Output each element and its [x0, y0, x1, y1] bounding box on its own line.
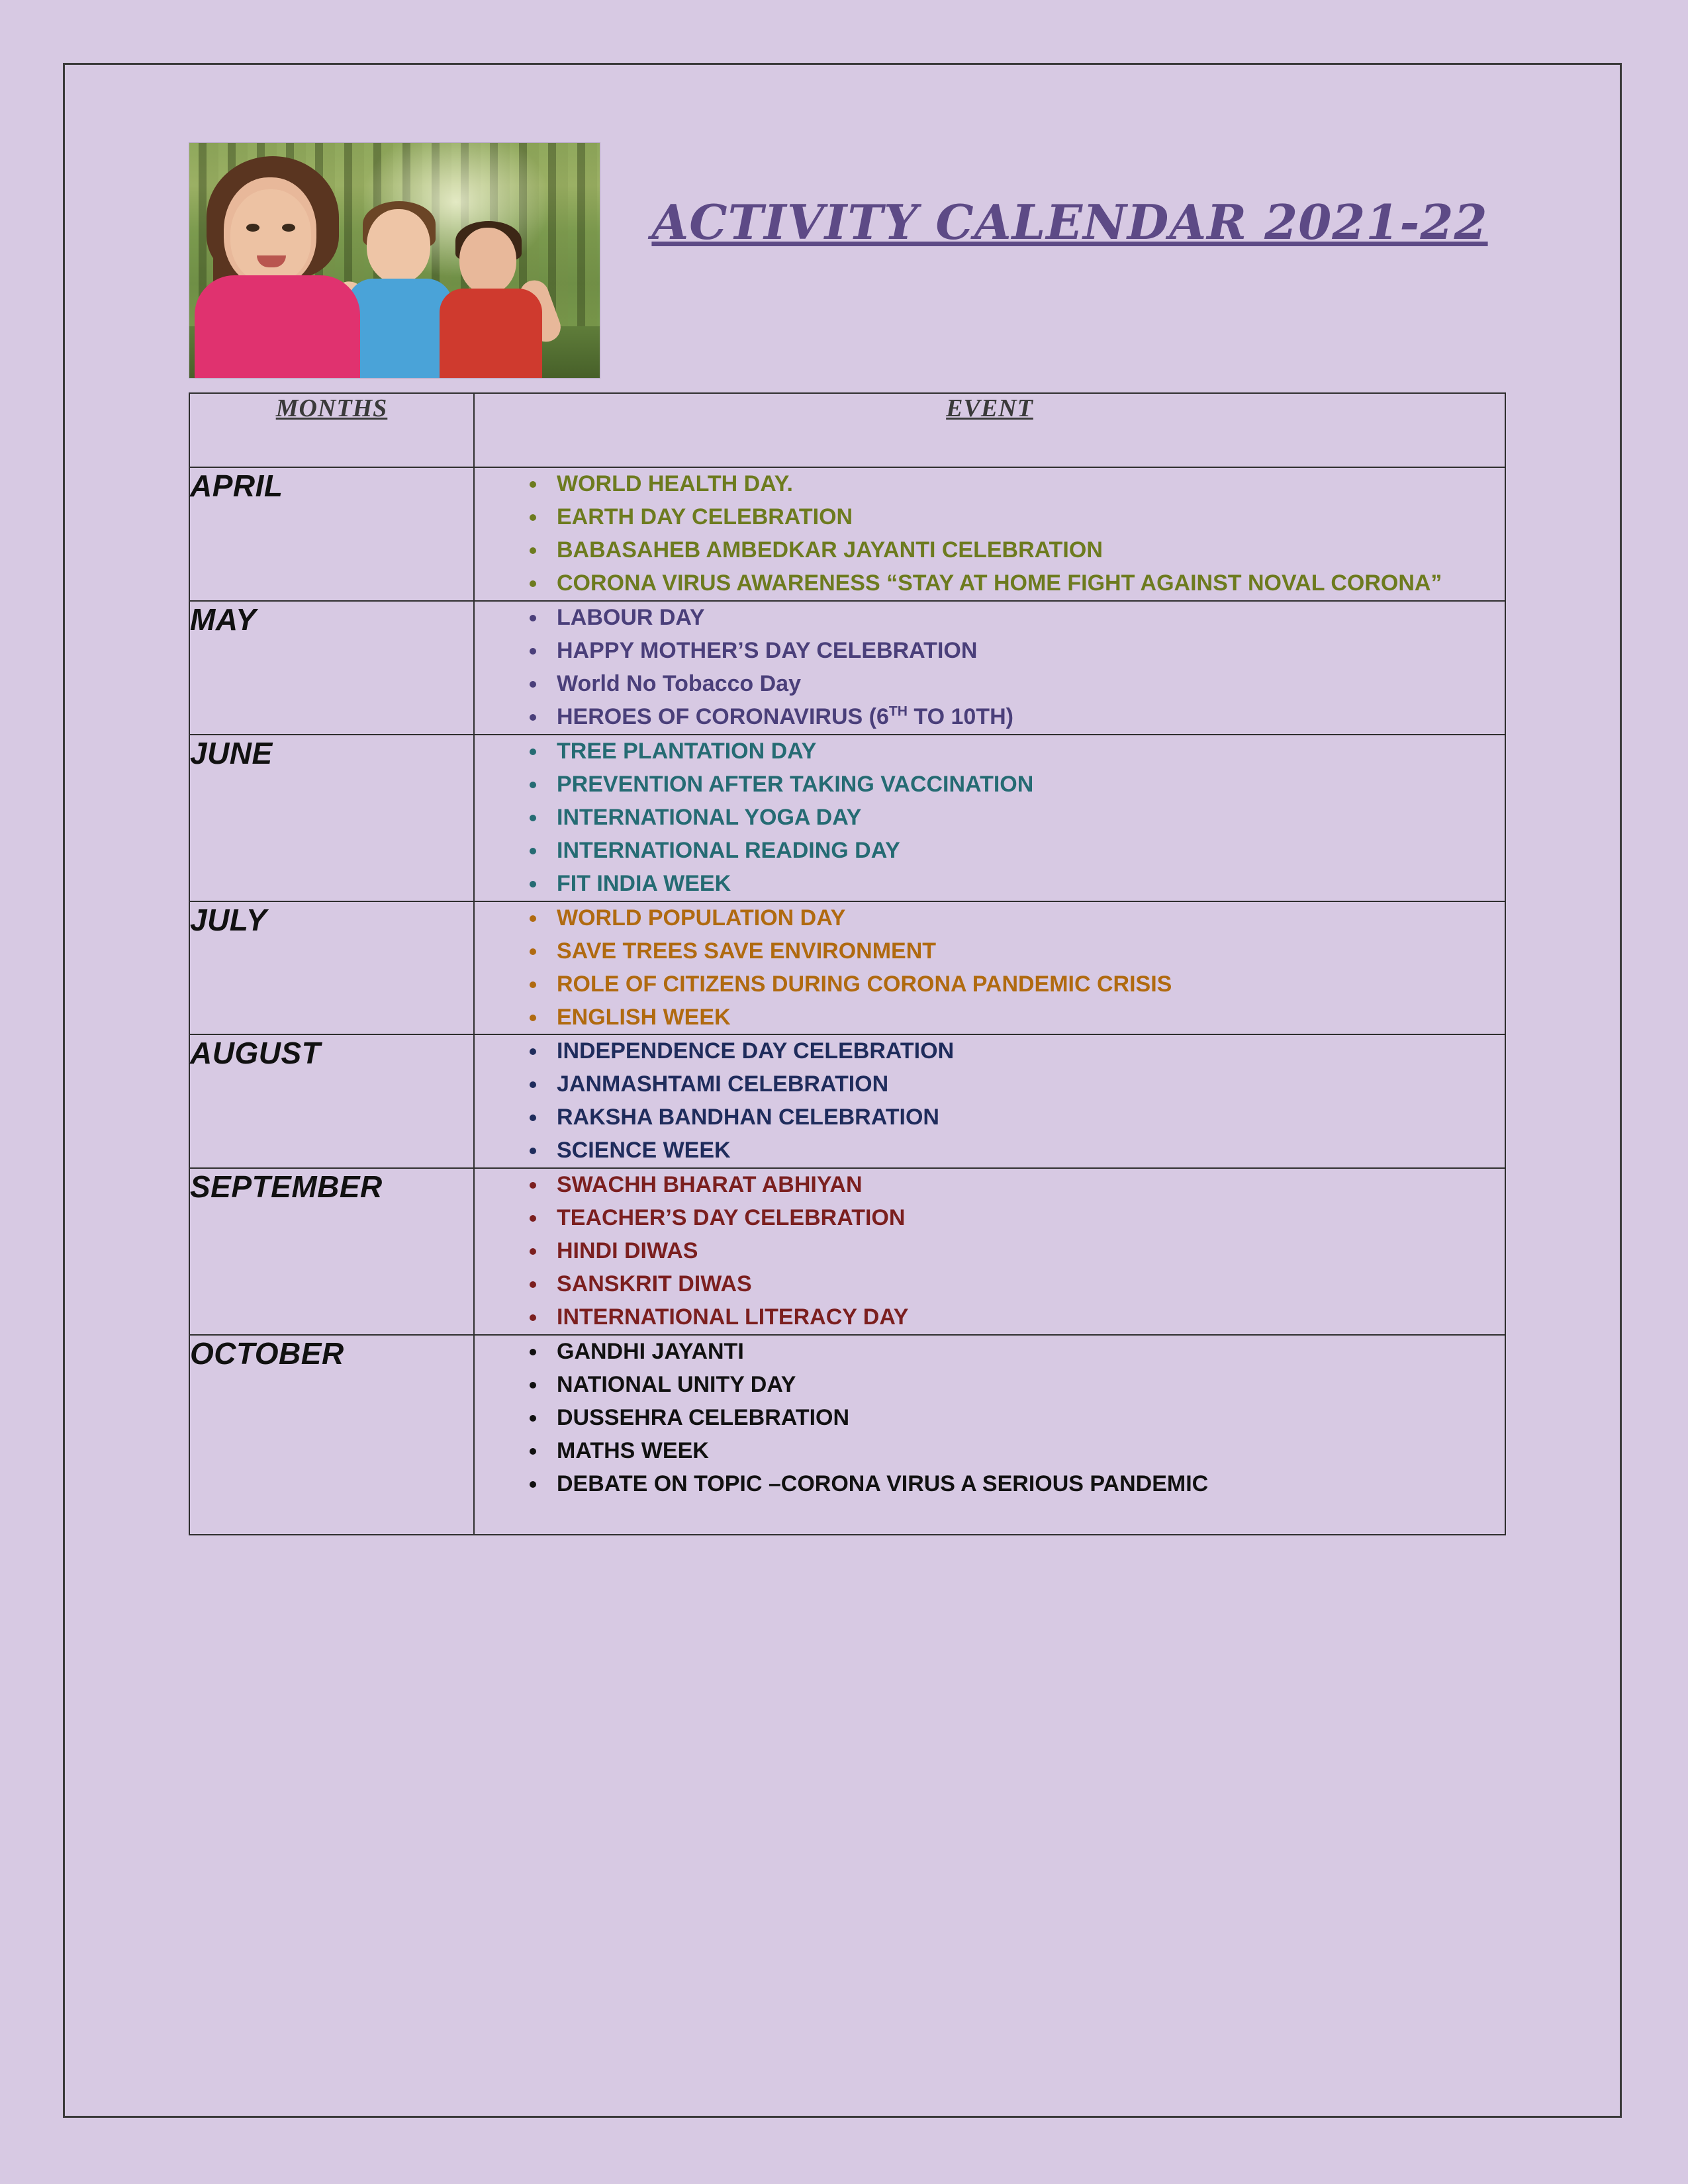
event-item [547, 935, 1505, 968]
document-content [189, 142, 1513, 1535]
event-text: NATIONAL UNITY DAY [557, 1372, 796, 1398]
event-item [547, 501, 1505, 534]
event-list [475, 1336, 1505, 1501]
event-text: SCIENCE WEEK [557, 1138, 731, 1163]
event-item [547, 668, 1505, 701]
event-text: DEBATE ON TOPIC –CORONA VIRUS A SERIOUS PANDEMIC [557, 1471, 1209, 1497]
events-cell [474, 901, 1505, 1035]
document-header [189, 142, 1513, 381]
table-row [189, 601, 1505, 735]
event-text: JANMASHTAMI CELEBRATION [557, 1071, 889, 1097]
event-item [547, 1369, 1505, 1402]
event-item [547, 1402, 1505, 1435]
table-header-row [189, 393, 1505, 467]
events-cell [474, 1335, 1505, 1535]
events-cell [474, 601, 1505, 735]
event-item [547, 735, 1505, 768]
month-label: APRIL [190, 469, 283, 503]
event-text: GANDHI JAYANTI [557, 1339, 744, 1365]
event-item [547, 1336, 1505, 1369]
table-row [189, 1168, 1505, 1335]
page-title: ACTIVITY CALENDAR 2021-22 [651, 193, 1488, 250]
month-cell [189, 601, 474, 735]
header-cell-months: MONTHS [189, 393, 474, 467]
event-item [547, 1435, 1505, 1468]
event-text: HINDI DIWAS [557, 1238, 698, 1264]
event-item [547, 1001, 1505, 1034]
event-text: PREVENTION AFTER TAKING VACCINATION [557, 771, 1034, 797]
event-item [547, 567, 1505, 600]
event-item [547, 1134, 1505, 1167]
events-cell [474, 735, 1505, 901]
event-list [475, 902, 1505, 1034]
event-item [547, 1468, 1505, 1501]
event-list [475, 1035, 1505, 1167]
month-cell [189, 1168, 474, 1335]
event-text: LABOUR DAY [557, 604, 705, 630]
event-item [547, 1035, 1505, 1068]
table-row [189, 735, 1505, 901]
month-label: AUGUST [190, 1036, 321, 1071]
event-text: EARTH DAY CELEBRATION [557, 504, 853, 529]
event-item [547, 701, 1505, 734]
event-text: FIT INDIA WEEK [557, 870, 731, 896]
month-cell [189, 1034, 474, 1168]
event-item [547, 468, 1505, 501]
event-item [547, 1068, 1505, 1101]
table-row [189, 1034, 1505, 1168]
event-item [547, 1202, 1505, 1235]
event-text: HEROES OF CORONAVIRUS (6TH TO 10TH) [557, 704, 1013, 729]
month-label: SEPTEMBER [190, 1169, 383, 1205]
event-item [547, 635, 1505, 668]
events-cell [474, 1034, 1505, 1168]
month-label: OCTOBER [190, 1336, 344, 1371]
month-label: MAY [190, 602, 257, 637]
event-item [547, 1268, 1505, 1301]
event-item [547, 835, 1505, 868]
month-label: JULY [190, 902, 267, 937]
event-item [547, 902, 1505, 935]
event-item [547, 1101, 1505, 1134]
children-photo [189, 142, 600, 379]
event-item [547, 801, 1505, 835]
table-row [189, 1335, 1505, 1535]
event-item [547, 1169, 1505, 1202]
event-text: ROLE OF CITIZENS DURING CORONA PANDEMIC CRISIS [557, 971, 1172, 997]
event-text: INTERNATIONAL LITERACY DAY [557, 1304, 909, 1330]
activity-calendar-table [189, 392, 1506, 1535]
event-text: TEACHER’S DAY CELEBRATION [557, 1205, 906, 1231]
event-text: INTERNATIONAL YOGA DAY [557, 804, 862, 830]
table-row [189, 901, 1505, 1035]
event-item [547, 768, 1505, 801]
event-text: SWACHH BHARAT ABHIYAN [557, 1172, 863, 1198]
event-text: SANSKRIT DIWAS [557, 1271, 752, 1297]
event-text: ENGLISH WEEK [557, 1004, 731, 1030]
event-text: TREE PLANTATION DAY [557, 738, 817, 764]
event-text: HAPPY MOTHER’S DAY CELEBRATION [557, 637, 978, 663]
event-list [475, 1169, 1505, 1334]
event-item [547, 1235, 1505, 1268]
event-list [475, 602, 1505, 734]
event-text: MATHS WEEK [557, 1438, 709, 1464]
event-text: World No Tobacco Day [557, 670, 802, 696]
event-text: INDEPENDENCE DAY CELEBRATION [557, 1038, 955, 1064]
events-cell [474, 467, 1505, 601]
event-text: CORONA VIRUS AWARENESS “STAY AT HOME FIGHT AGAINST NOVAL CORONA” [557, 570, 1442, 596]
event-text: WORLD HEALTH DAY. [557, 471, 793, 496]
event-item [547, 868, 1505, 901]
event-item [547, 602, 1505, 635]
event-text: BABASAHEB AMBEDKAR JAYANTI CELEBRATION [557, 537, 1103, 563]
month-cell [189, 467, 474, 601]
table-row [189, 467, 1505, 601]
event-text: INTERNATIONAL READING DAY [557, 837, 900, 863]
event-text: WORLD POPULATION DAY [557, 905, 846, 931]
event-item [547, 534, 1505, 567]
event-text: RAKSHA BANDHAN CELEBRATION [557, 1105, 939, 1130]
event-item [547, 968, 1505, 1001]
month-cell [189, 901, 474, 1035]
event-text: DUSSEHRA CELEBRATION [557, 1405, 850, 1431]
events-cell [474, 1168, 1505, 1335]
month-label: JUNE [190, 735, 273, 770]
event-list [475, 468, 1505, 600]
event-item [547, 1301, 1505, 1334]
month-cell [189, 735, 474, 901]
month-cell [189, 1335, 474, 1535]
event-text: SAVE TREES SAVE ENVIRONMENT [557, 938, 937, 964]
header-cell-event: EVENT [474, 393, 1505, 467]
event-list [475, 735, 1505, 901]
